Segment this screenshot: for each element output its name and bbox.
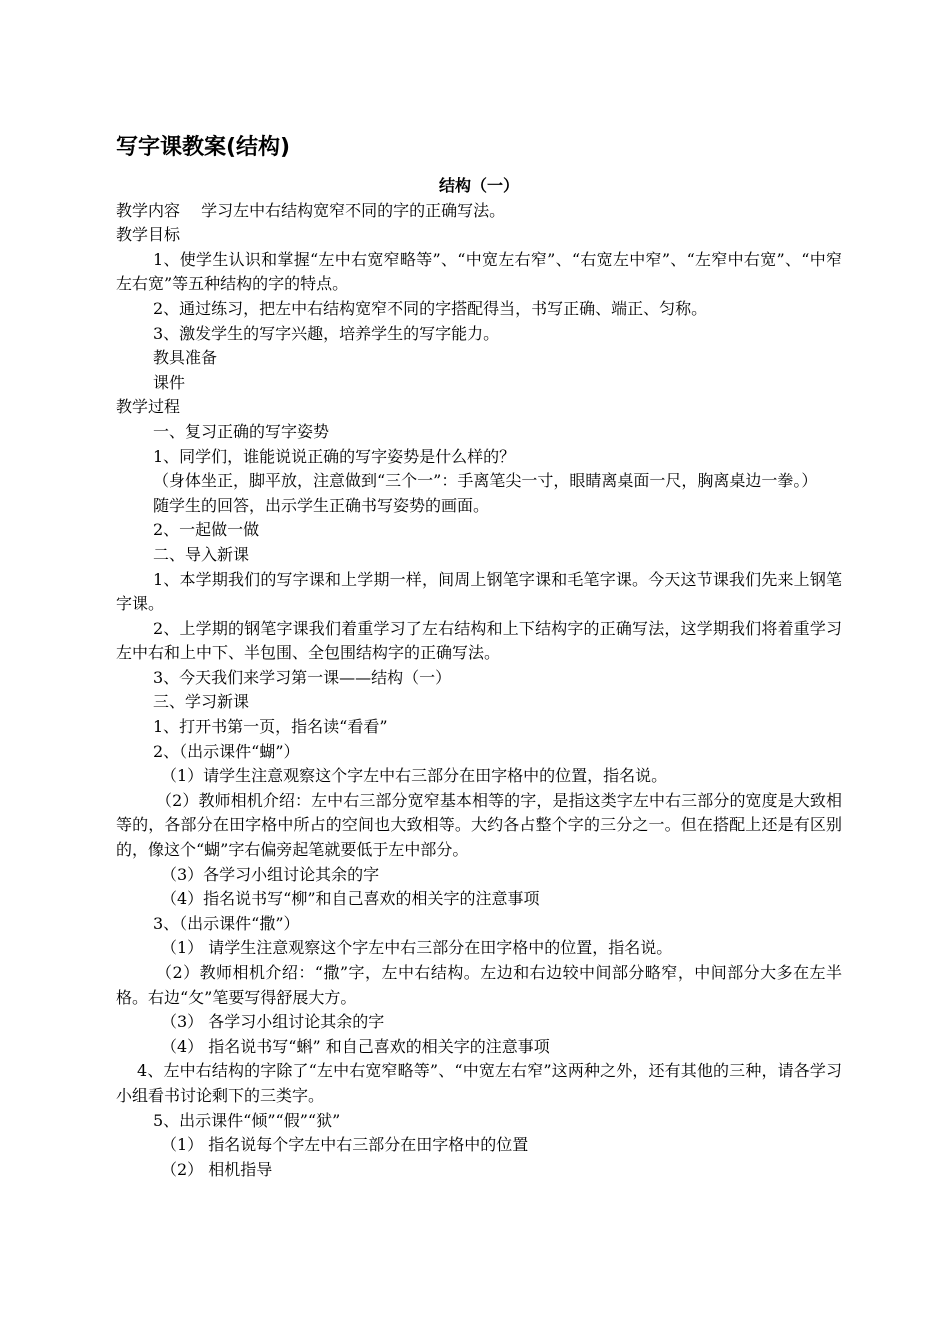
- paragraph: （3）各学习小组讨论其余的字: [161, 864, 380, 884]
- paragraph: （2） 相机指导: [161, 1159, 273, 1179]
- paragraph: 3、（出示课件“撒”）: [153, 913, 300, 933]
- paragraph: 2、一起做一做: [153, 520, 260, 540]
- paragraph: 课件: [153, 372, 186, 392]
- paragraph: 1、打开书第一页，指名读“看看”: [153, 717, 388, 737]
- paragraph: 教学内容 学习左中右结构宽窄不同的字的正确写法。: [116, 200, 506, 220]
- paragraph: （1）请学生注意观察这个字左中右三部分在田字格中的位置，指名说。: [161, 766, 668, 786]
- paragraph: 1、使学生认识和掌握“左中右宽窄略等”、“中宽左右窄”、“右宽左中窄”、“左窄中右宽”、“中窄左右宽”等五种结构的字的特点。: [116, 249, 842, 294]
- section-heading: 教学过程: [116, 397, 181, 417]
- page-title: 写字课教案(结构): [116, 135, 291, 160]
- paragraph: 3、今天我们来学习第一课——结构（一）: [153, 667, 452, 687]
- paragraph: 3、激发学生的写字兴趣，培养学生的写字能力。: [153, 323, 500, 343]
- paragraph: （2）教师相机介绍：左中右三部分宽窄基本相等的字，是指这类字左中右三部分的宽度是大致相等的，各部分在田字格中所占的空间也大致相等。大约各占整个字的三分之一。但在搭配上还是有区别的，像这个“蝴”字右偏旁起笔就要低于左中部分。: [116, 790, 842, 860]
- section-heading: 教具准备: [153, 348, 218, 368]
- section-subtitle: 结构（一）: [438, 176, 519, 195]
- paragraph: （身体坐正，脚平放，注意做到“三个一”：手离笔尖一寸，眼睛离桌面一尺，胸离桌边一拳。）: [153, 471, 818, 491]
- paragraph: （1） 请学生注意观察这个字左中右三部分在田字格中的位置，指名说。: [161, 938, 673, 958]
- paragraph: （1） 指名说每个字左中右三部分在田字格中的位置: [161, 1135, 529, 1155]
- document-body: [116, 174, 842, 1182]
- section-heading: 教学目标: [116, 225, 181, 245]
- paragraph: 2、上学期的钢笔字课我们着重学习了左右结构和上下结构字的正确写法，这学期我们将着重学习左中右和上中下、半包围、全包围结构字的正确写法。: [116, 618, 842, 663]
- paragraph: 1、同学们，谁能说说正确的写字姿势是什么样的？: [153, 446, 516, 466]
- paragraph: （4）指名说书写“柳”和自己喜欢的相关字的注意事项: [161, 889, 540, 909]
- paragraph: 2、（出示课件“蝴”）: [153, 741, 300, 761]
- paragraph: 1、本学期我们的写字课和上学期一样，间周上钢笔字课和毛笔字课。今天这节课我们先来上钢笔字课。: [116, 569, 842, 614]
- paragraph: 4、左中右结构的字除了“左中右宽窄略等”、“中宽左右窄”这两种之外，还有其他的三种，请各学习小组看书讨论剩下的三类字。: [116, 1061, 842, 1105]
- section-heading: 二、导入新课: [153, 544, 250, 564]
- paragraph: 5、出示课件“倾”“假”“狱”: [153, 1110, 341, 1130]
- section-heading: 一、复习正确的写字姿势: [153, 421, 330, 441]
- paragraph: （2）教师相机介绍：“撒”字，左中右结构。左边和右边较中间部分略窄，中间部分大多在左半格。右边“攵”笔要写得舒展大方。: [116, 963, 842, 1007]
- paragraph: （4） 指名说书写“蝌” 和自己喜欢的相关字的注意事项: [161, 1036, 550, 1056]
- paragraph: （3） 各学习小组讨论其余的字: [161, 1012, 385, 1032]
- section-heading: 三、学习新课: [153, 692, 250, 712]
- paragraph: 2、通过练习，把左中右结构宽窄不同的字搭配得当，书写正确、端正、匀称。: [153, 298, 708, 318]
- paragraph: 随学生的回答，出示学生正确书写姿势的画面。: [153, 495, 490, 515]
